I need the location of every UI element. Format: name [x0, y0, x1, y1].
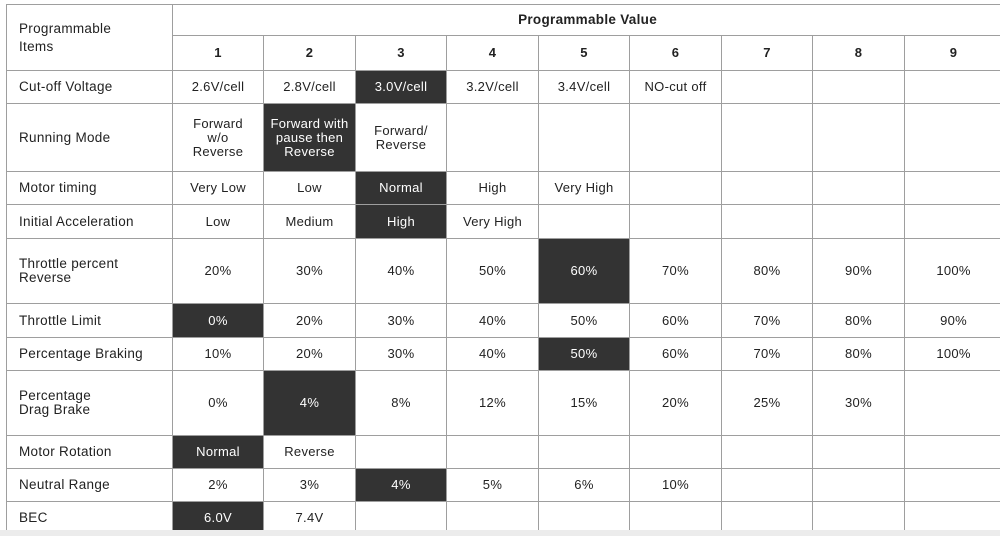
row-label: [7, 338, 173, 371]
value-cell: [447, 239, 539, 304]
value-text: 60%: [662, 346, 689, 361]
value-cell: [630, 338, 722, 371]
table-row: [7, 205, 1000, 239]
value-text: 80%: [845, 312, 872, 328]
value-cell: [264, 469, 356, 502]
value-cell: [447, 104, 539, 172]
value-text: 6.0V: [204, 510, 232, 525]
bottom-strip: [0, 530, 1000, 536]
value-cell-selected: [173, 436, 264, 469]
value-text: 40%: [479, 346, 506, 361]
value-text: 20%: [204, 263, 232, 278]
value-text: 80%: [753, 263, 781, 278]
row-label-text: Cut-off Voltage: [19, 79, 113, 94]
value-text: High: [478, 180, 507, 195]
column-number-5: 5: [539, 36, 630, 71]
value-cell: [447, 304, 539, 338]
value-cell: [356, 371, 447, 436]
column-number-7: 7: [722, 36, 813, 71]
value-text: 10%: [662, 477, 689, 492]
value-cell: [722, 371, 813, 436]
row-label-text: BEC: [19, 510, 48, 525]
value-cell: [264, 304, 356, 338]
value-text: NO-cut off: [644, 79, 707, 94]
value-cell: [905, 469, 1000, 502]
row-label-text: Running Mode: [19, 129, 111, 145]
value-cell: [630, 304, 722, 338]
value-cell: [722, 205, 813, 239]
row-label: [7, 205, 173, 239]
value-text: 6%: [574, 477, 594, 492]
value-cell: [905, 172, 1000, 205]
value-text: 4%: [391, 477, 411, 492]
value-cell: [905, 104, 1000, 172]
value-cell: [813, 239, 905, 304]
value-text: 7.4V: [295, 510, 324, 525]
table-row: [7, 436, 1000, 469]
value-text: 40%: [387, 263, 415, 278]
value-cell-selected: [356, 172, 447, 205]
value-cell: [539, 172, 630, 205]
column-number-8: 8: [813, 36, 905, 71]
column-number-2: 2: [264, 36, 356, 71]
value-cell: [539, 304, 630, 338]
value-text: 100%: [936, 263, 971, 278]
value-cell: [722, 338, 813, 371]
row-label: [7, 104, 173, 172]
value-text: 30%: [296, 263, 323, 278]
value-text: 2%: [208, 477, 228, 492]
value-text: 30%: [387, 312, 415, 328]
value-text: 3%: [299, 477, 320, 492]
table-row: [7, 304, 1000, 338]
value-cell: [173, 172, 264, 205]
value-cell: [264, 172, 356, 205]
value-text: 25%: [753, 395, 781, 410]
value-text: 0%: [208, 312, 228, 328]
items-header-label: Programmable Items: [19, 20, 112, 54]
row-label-text: Throttle percent Reverse: [19, 256, 119, 285]
value-cell-selected: [356, 205, 447, 239]
value-text: 50%: [479, 263, 506, 278]
value-cell: [905, 304, 1000, 338]
value-cell: [264, 338, 356, 371]
table-row: [7, 239, 1000, 304]
table-row: [7, 104, 1000, 172]
value-text: 100%: [936, 346, 971, 361]
value-text: 12%: [479, 395, 506, 410]
value-cell: [539, 436, 630, 469]
value-cell: [813, 371, 905, 436]
value-text: 20%: [296, 312, 323, 328]
value-cell: [173, 371, 264, 436]
value-text: 3.2V/cell: [466, 79, 519, 94]
value-text: Forward/ Reverse: [374, 122, 428, 152]
value-cell: [447, 205, 539, 239]
value-text: 8%: [391, 395, 411, 410]
value-cell-selected: [539, 338, 630, 371]
value-text: 15%: [570, 395, 598, 410]
value-text: Low: [205, 213, 231, 229]
value-cell: [539, 371, 630, 436]
value-cell: [813, 304, 905, 338]
value-cell: [722, 104, 813, 172]
value-cell: [630, 371, 722, 436]
value-cell: [539, 469, 630, 502]
table-row: [7, 371, 1000, 436]
value-cell: [447, 338, 539, 371]
value-text: 3.4V/cell: [557, 79, 611, 94]
value-text: 60%: [570, 263, 598, 278]
value-cell-selected: [356, 71, 447, 104]
value-cell: [173, 71, 264, 104]
value-cell: [173, 469, 264, 502]
value-cell: [356, 104, 447, 172]
value-text: 70%: [753, 312, 781, 328]
value-text: 80%: [845, 346, 872, 361]
row-label-text: Motor Rotation: [19, 444, 112, 459]
value-cell: [813, 436, 905, 469]
value-cell: [813, 338, 905, 371]
value-text: 4%: [299, 395, 320, 410]
value-cell: [813, 205, 905, 239]
value-cell: [356, 338, 447, 371]
value-cell: [905, 205, 1000, 239]
value-cell: [264, 436, 356, 469]
row-label: [7, 304, 173, 338]
value-cell: [630, 436, 722, 469]
value-text: Normal: [196, 444, 240, 459]
row-label: [7, 71, 173, 104]
value-cell: [539, 104, 630, 172]
value-text: 5%: [482, 477, 503, 492]
table-row: [7, 338, 1000, 371]
table-row: [7, 469, 1000, 502]
value-cell: [722, 469, 813, 502]
value-cell: [447, 436, 539, 469]
row-label: [7, 371, 173, 436]
value-cell: [722, 172, 813, 205]
value-cell: [813, 172, 905, 205]
value-cell-selected: [356, 469, 447, 502]
value-cell: [722, 239, 813, 304]
value-cell: [173, 205, 264, 239]
value-cell: [539, 205, 630, 239]
value-cell: [447, 469, 539, 502]
value-cell: [905, 371, 1000, 436]
value-text: Forward w/o Reverse: [192, 115, 244, 159]
value-cell: [264, 205, 356, 239]
value-text: 20%: [662, 395, 689, 410]
value-cell-selected: [539, 239, 630, 304]
value-text: 90%: [845, 263, 872, 278]
value-cell: [173, 104, 264, 172]
value-text: Very High: [554, 180, 614, 195]
value-text: Very High: [462, 213, 523, 229]
value-text: Very Low: [190, 180, 246, 195]
value-text: 60%: [662, 312, 689, 328]
row-label-text: Percentage Drag Brake: [19, 388, 92, 417]
programmable-value-label: Programmable Value: [518, 12, 658, 27]
value-text: 2.6V/cell: [191, 79, 245, 94]
value-cell-selected: [173, 304, 264, 338]
value-text: 70%: [753, 346, 781, 361]
value-text: 40%: [479, 312, 506, 328]
column-number-1: 1: [173, 36, 264, 71]
value-text: Medium: [285, 213, 334, 229]
value-cell: [905, 338, 1000, 371]
table-row: [7, 172, 1000, 205]
row-label-text: Motor timing: [19, 180, 97, 195]
row-label: [7, 239, 173, 304]
value-cell: [630, 469, 722, 502]
value-cell: [264, 71, 356, 104]
value-text: 3.0V/cell: [374, 79, 428, 94]
value-cell: [630, 71, 722, 104]
items-header: [7, 5, 173, 71]
row-label: [7, 436, 173, 469]
value-text: 50%: [570, 346, 598, 361]
value-text: 0%: [208, 395, 228, 410]
value-text: Low: [297, 180, 322, 195]
value-text: 90%: [940, 312, 968, 328]
value-text: 70%: [662, 263, 689, 278]
value-cell: [722, 436, 813, 469]
value-cell: [722, 304, 813, 338]
value-cell: [630, 239, 722, 304]
value-text: 30%: [845, 395, 872, 410]
table-row: [7, 71, 1000, 104]
value-cell: [173, 239, 264, 304]
value-text: Forward with pause then Reverse: [270, 115, 349, 159]
value-cell: [173, 338, 264, 371]
row-label: [7, 172, 173, 205]
column-number-9: 9: [905, 36, 1000, 71]
value-text: Normal: [379, 180, 423, 195]
value-cell: [539, 71, 630, 104]
value-cell: [356, 436, 447, 469]
value-cell: [356, 304, 447, 338]
value-cell: [447, 172, 539, 205]
value-text: 20%: [296, 346, 323, 361]
value-text: High: [387, 213, 415, 229]
value-text: 2.8V/cell: [283, 79, 336, 94]
row-label-text: Initial Acceleration: [19, 213, 134, 229]
programmable-settings-table: [6, 4, 1000, 535]
row-label-text: Neutral Range: [19, 477, 110, 492]
column-number-6: 6: [630, 36, 722, 71]
value-cell: [264, 239, 356, 304]
value-cell: [447, 371, 539, 436]
value-cell: [905, 71, 1000, 104]
value-text: 10%: [204, 346, 232, 361]
row-label-text: Percentage Braking: [19, 346, 143, 361]
programmable-value-header: [173, 5, 1000, 36]
value-cell: [905, 239, 1000, 304]
value-cell: [447, 71, 539, 104]
column-number-4: 4: [447, 36, 539, 71]
value-cell: [630, 205, 722, 239]
value-text: 30%: [387, 346, 415, 361]
row-label-text: Throttle Limit: [19, 312, 102, 328]
value-cell: [813, 469, 905, 502]
value-cell: [813, 71, 905, 104]
value-cell: [722, 71, 813, 104]
value-cell-selected: [264, 104, 356, 172]
value-cell: [630, 104, 722, 172]
value-cell: [630, 172, 722, 205]
value-cell: [356, 239, 447, 304]
value-cell-selected: [264, 371, 356, 436]
value-text: 50%: [570, 312, 598, 328]
value-cell: [905, 436, 1000, 469]
row-label: [7, 469, 173, 502]
column-number-3: 3: [356, 36, 447, 71]
value-cell: [813, 104, 905, 172]
value-text: Reverse: [284, 444, 335, 459]
